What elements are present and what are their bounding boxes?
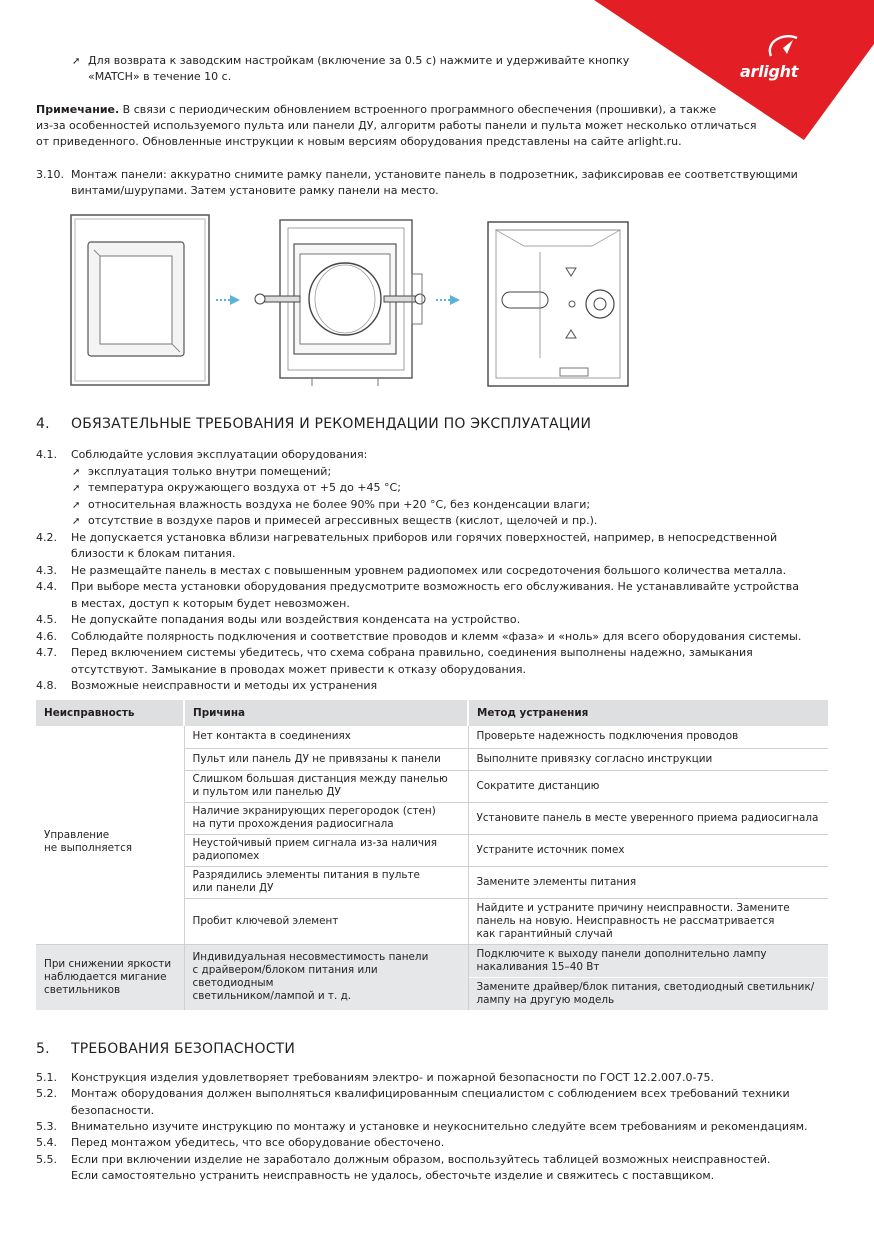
reset-instruction-cont: «MATCH» в течение 10 с. (88, 70, 232, 83)
logo-text: arlight (740, 62, 799, 81)
table-header-row (36, 700, 828, 726)
list-item: Не размещайте панель в местах с повышенным уровнем радиопомех или сосредоточения большого количества металла. (71, 563, 787, 577)
fix-cell: Устраните источник помех (468, 834, 828, 866)
step-text-1: Монтаж панели: аккуратно снимите рамку панели, установите панель в подрозетник, зафиксировав ее соответствующими (71, 168, 798, 181)
arrow-bullet-icon: ➚ (72, 499, 81, 511)
fix-cell: Установите панель в месте уверенного приема радиосигнала (468, 802, 828, 834)
section-5-heading: 5. ТРЕБОВАНИЯ БЕЗОПАСНОСТИ (36, 1041, 296, 1057)
table-row (36, 726, 828, 748)
list-item: Соблюдайте полярность подключения и соответствие проводов и клемм «фаза» и «ноль» для всего оборудования системы. (71, 629, 802, 643)
arrow-bullet-icon: ➚ (72, 56, 81, 67)
list-item: ➚ относительная влажность воздуха не более 90% при +20 °C, без конденсации влаги; (72, 497, 591, 511)
arrow-bullet-icon: ➚ (72, 466, 81, 478)
item-number: 5.3. (36, 1119, 57, 1133)
item-number: 4.4. (36, 580, 57, 593)
col-header-cause: Причина (184, 700, 468, 726)
list-item: Соблюдайте условия эксплуатации оборудования: (71, 448, 368, 461)
list-item: ➚ температура окружающего воздуха от +5 до +45 °C; (72, 481, 401, 494)
arrow-bullet-icon: ➚ (72, 483, 81, 494)
cause-cell: Пульт или панель ДУ не привязаны к панели (184, 748, 468, 770)
frame-illustration (70, 214, 210, 386)
list-item: отсутствуют. Замыкание в проводах может привести к отказу оборудования. (71, 662, 526, 676)
list-item: Если самостоятельно устранить неисправность не удалось, обесточьте изделие и свяжитесь с поставщиком. (71, 1168, 715, 1182)
list-item: Перед монтажом убедитесь, что все оборудование обесточено. (71, 1136, 445, 1150)
col-header-fix: Метод устранения (468, 700, 828, 726)
item-number: 4.7. (36, 646, 57, 659)
table-body (36, 726, 828, 1010)
cause-cell: Наличие экранирующих перегородок (стен) на пути прохождения радиосигнала (184, 802, 468, 834)
note-line-1: Примечание. В связи с периодическим обновлением встроенного программного обеспечения (прошивки), а также (36, 103, 717, 116)
item-number: 4.8. (36, 679, 57, 692)
panel-mount-illustration (252, 214, 436, 386)
item-number: 4.6. (36, 629, 57, 643)
item-number: 4.3. (36, 563, 57, 577)
list-item: Возможные неисправности и методы их устранения (71, 679, 378, 692)
junction-box-illustration (484, 218, 632, 390)
fix-cell: Проверьте надежность подключения проводов (468, 726, 828, 748)
list-item: Не допускайте попадания воды или воздействия конденсата на устройство. (71, 613, 521, 626)
item-number: 5.4. (36, 1136, 57, 1150)
list-item: в местах, доступ к которым будет невозможен. (71, 596, 350, 610)
cause-cell: Нет контакта в соединениях (184, 726, 468, 748)
arrow-right-icon (434, 293, 464, 307)
fix-cell: Сократите дистанцию (468, 770, 828, 802)
cause-cell: Неустойчивый прием сигнала из-за наличия радиопомех (184, 834, 468, 866)
cause-cell: Пробит ключевой элемент (184, 898, 468, 944)
step-number: 3.10. (36, 168, 64, 181)
fault-cell: Управление не выполняется (36, 726, 184, 944)
list-item: Если при включении изделие не заработало должным образом, воспользуйтесь таблицей возможных неисправностей. (71, 1152, 771, 1166)
fix-cell: Подключите к выходу панели дополнительно лампу накаливания 15–40 Вт (468, 944, 828, 977)
arrow-bullet-icon: ➚ (72, 516, 81, 527)
reset-instruction: ➚ Для возврата к заводским настройкам (включение за 0.5 с) нажмите и удерживайте кнопку (72, 54, 630, 67)
list-item: Конструкция изделия удовлетворяет требованиям электро- и пожарной безопасности по ГОСТ 12.2.007.0-75. (71, 1071, 714, 1084)
note-line-2: из-за особенностей используемого пульта или панели ДУ, алгоритм работы панели и пульта может несколько отличаться (36, 119, 757, 132)
list-item: ➚ эксплуатация только внутри помещений; (72, 464, 332, 478)
item-number: 4.2. (36, 530, 57, 544)
list-item: близости к блокам питания. (71, 547, 236, 560)
list-item: Монтаж оборудования должен выполняться квалифицированным специалистом с соблюдением всех требований техники (71, 1087, 790, 1101)
item-number: 4.1. (36, 448, 57, 461)
item-number: 5.5. (36, 1152, 57, 1166)
fix-cell: Замените драйвер/блок питания, светодиодный светильник/ лампу на другую модель (468, 977, 828, 1010)
list-item: При выборе места установки оборудования предусмотрите возможность его обслуживания. Не устанавливайте устройства (71, 580, 799, 593)
list-item: Внимательно изучите инструкцию по монтажу и установке и неукоснительно следуйте всем требованиям и рекомендациям. (71, 1119, 808, 1133)
item-number: 5.1. (36, 1071, 57, 1084)
fault-cell: При снижении яркости наблюдается мигание светильников (36, 944, 184, 1010)
item-number: 5.2. (36, 1087, 57, 1101)
arrow-right-icon (214, 293, 244, 307)
table-row (36, 944, 828, 977)
list-item: Перед включением системы убедитесь, что схема собрана правильно, соединения выполнены надежно, замыкания (71, 646, 753, 659)
section-4-heading: 4. ОБЯЗАТЕЛЬНЫЕ ТРЕБОВАНИЯ И РЕКОМЕНДАЦИИ ПО ЭКСПЛУАТАЦИИ (36, 416, 592, 432)
list-item: Не допускается установка вблизи нагревательных приборов или горячих поверхностей, например, в непосредственной (71, 530, 778, 544)
cause-cell: Разрядились элементы питания в пульте или панели ДУ (184, 866, 468, 898)
list-item: безопасности. (71, 1103, 155, 1117)
item-number: 4.5. (36, 613, 57, 626)
faults-table (36, 700, 828, 1011)
list-item: ➚ отсутствие в воздухе паров и примесей агрессивных веществ (кислот, щелочей и пр.). (72, 514, 598, 527)
cause-cell: Слишком большая дистанция между панелью и пультом или панелью ДУ (184, 770, 468, 802)
fix-cell: Замените элементы питания (468, 866, 828, 898)
step-text-2: винтами/шурупами. Затем установите рамку панели на место. (71, 184, 439, 197)
fix-cell: Выполните привязку согласно инструкции (468, 748, 828, 770)
cause-cell: Индивидуальная несовместимость панели с драйвером/блоком питания или светодиодным светильником/лампой и т. д. (184, 944, 468, 1010)
note-line-3: от приведенного. Обновленные инструкции к новым версиям оборудования представлены на сайте arlight.ru. (36, 135, 682, 148)
fix-cell: Найдите и устраните причину неисправности. Замените панель на новую. Неисправность не рассматривается как гарантийный случай (468, 898, 828, 944)
col-header-fault: Неисправность (36, 700, 184, 726)
